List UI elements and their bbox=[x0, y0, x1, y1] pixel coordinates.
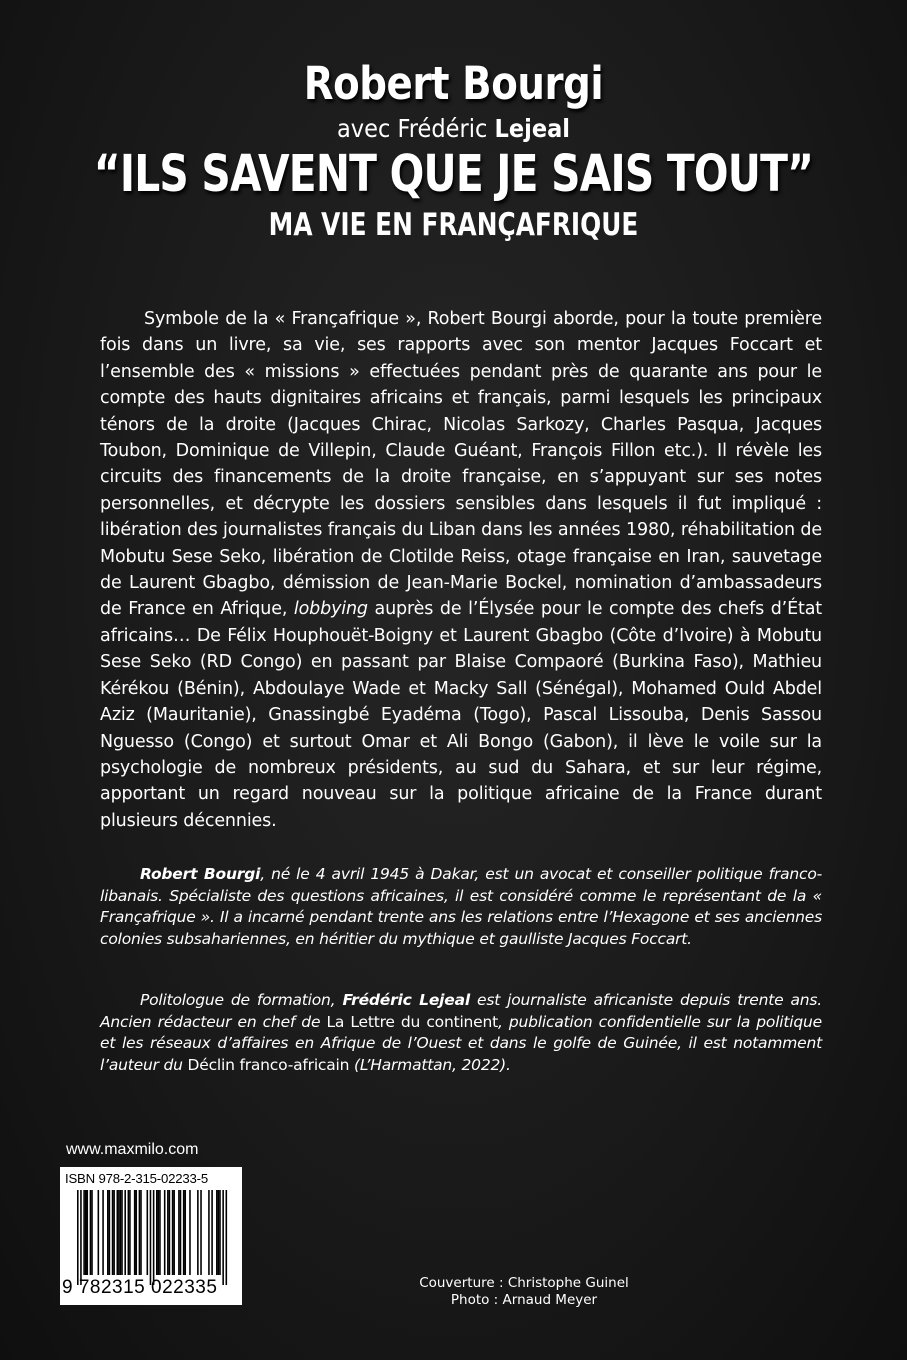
barcode-bar bbox=[80, 1190, 82, 1285]
bio-robert-bourgi bbox=[100, 864, 822, 950]
barcode-bar bbox=[121, 1190, 123, 1275]
barcode-bar bbox=[107, 1190, 109, 1275]
credits bbox=[380, 1275, 668, 1309]
isbn-number: ISBN 978-2-315-02233-5 bbox=[65, 1171, 208, 1186]
barcode-bar bbox=[86, 1190, 88, 1275]
barcode-bar bbox=[98, 1190, 100, 1275]
barcode-bar bbox=[117, 1190, 119, 1275]
bio-lejeal-book: Déclin franco-africain bbox=[187, 1055, 350, 1074]
barcode-bar bbox=[169, 1190, 171, 1275]
barcode-bar bbox=[128, 1190, 130, 1275]
summary-paragraph bbox=[100, 306, 822, 834]
barcode-bar bbox=[226, 1190, 228, 1285]
barcode-bar bbox=[134, 1190, 136, 1275]
barcode-bar bbox=[208, 1190, 210, 1275]
barcode-bar bbox=[178, 1190, 180, 1275]
barcode-bar bbox=[158, 1190, 160, 1275]
bio-bourgi-text: , né le 4 avril 1945 à Dakar, est un avocat et conseiller politique franco-libanais. Spécialiste des questions africaines, il est considéré comme le représentant de la « Françafrique ». Il a incarné pendant trente ans les relations entre l’Hexagone et ses anciennes colonies subsahariennes, en héritier du mythique et gaulliste Jacques Foccart. bbox=[100, 865, 822, 948]
barcode-bar bbox=[173, 1190, 175, 1275]
barcode-bar bbox=[183, 1190, 185, 1275]
barcode-bar bbox=[222, 1190, 224, 1285]
bio-lejeal-prefix: Politologue de formation, bbox=[140, 991, 336, 1009]
bio-lejeal-text-2: , publication confidentielle sur la politique et les réseaux d’affaires en Afrique de l’Ouest et dans le golfe de Guinée, il est notamment l’auteur du bbox=[100, 1012, 822, 1074]
barcode-bar bbox=[200, 1190, 202, 1275]
barcode-bar bbox=[85, 1190, 87, 1275]
barcode-bar bbox=[218, 1190, 220, 1275]
barcode-bar bbox=[118, 1190, 120, 1275]
barcode-bar bbox=[150, 1190, 152, 1285]
barcode-bar bbox=[120, 1190, 122, 1275]
barcode-bar bbox=[135, 1190, 137, 1275]
barcode-bar bbox=[77, 1190, 79, 1285]
ean-digits: 9 782315 022335 bbox=[62, 1277, 218, 1298]
barcode-bar bbox=[172, 1190, 174, 1275]
barcode-bar bbox=[83, 1190, 85, 1275]
barcode-bar bbox=[139, 1190, 141, 1275]
coauthor-line bbox=[45, 114, 861, 144]
bio-bourgi-name: Robert Bourgi bbox=[140, 865, 261, 883]
barcode-bar bbox=[219, 1190, 221, 1275]
barcode-bar bbox=[211, 1190, 213, 1275]
summary-italic-word: lobbying bbox=[293, 599, 368, 620]
summary-part-2: auprès de l’Élysée pour le compte des chefs d’État africains… De Félix Houphouët-Boigny et Laurent Gbagbo (Côte d’Ivoire) à Mobutu Sese Seko (RD Congo) en passant par Blaise Compaoré (Burkina Faso), Mathieu Kérékou (Bénin), Abdoulaye Wade et Macky Sall (Sénégal), Mohamed Ould Abdel Aziz (Mauritanie), Gnassingbé Eyadéma (Togo), Pascal Lissouba, Denis Sassou Nguesso (Congo) et surtout Omar et Ali Bongo (Gabon), il lève le voile sur la psychologie de nombreux présidents, au sud du Sahara, et sur leur régime, apportant un regard nouveau sur la politique africaine de la France durant plusieurs décennies. bbox=[100, 599, 822, 831]
barcode-bar bbox=[129, 1190, 131, 1275]
author-name: Robert Bourgi bbox=[303, 57, 604, 110]
coauthor-name: Lejeal bbox=[494, 114, 570, 143]
book-title: “ILS SAVENT QUE JE SAIS TOUT” bbox=[93, 145, 814, 204]
bio-lejeal-publication: La Lettre du continent bbox=[326, 1012, 499, 1031]
barcode-bar bbox=[180, 1190, 182, 1275]
barcode-bar bbox=[153, 1190, 155, 1285]
bio-lejeal-text-1: est journaliste africaniste depuis trente ans. Ancien rédacteur en chef de bbox=[100, 991, 823, 1031]
barcode-bar bbox=[109, 1190, 111, 1275]
barcode-bar bbox=[164, 1190, 166, 1275]
barcode-bar bbox=[216, 1190, 218, 1275]
cover-header bbox=[0, 58, 907, 244]
barcode-bar bbox=[197, 1190, 199, 1275]
barcode-bar bbox=[124, 1190, 126, 1275]
barcode-bar bbox=[102, 1190, 104, 1275]
isbn-barcode bbox=[60, 1167, 242, 1305]
barcode-bar bbox=[90, 1190, 92, 1275]
barcode-bar bbox=[189, 1190, 191, 1275]
barcode-bar bbox=[167, 1190, 169, 1275]
barcode-bar bbox=[147, 1190, 149, 1275]
barcode-bar bbox=[156, 1190, 158, 1275]
bio-lejeal-text-3: (L’Harmattan, 2022). bbox=[354, 1055, 511, 1074]
barcode-bar bbox=[91, 1190, 93, 1275]
book-subtitle: MA VIE EN FRANÇAFRIQUE bbox=[268, 207, 639, 243]
barcode-bar bbox=[159, 1190, 161, 1275]
credit-photo: Photo : Arnaud Meyer bbox=[450, 1292, 598, 1308]
barcode-bar bbox=[112, 1190, 114, 1275]
bio-lejeal-name: Frédéric Lejeal bbox=[342, 991, 470, 1009]
publisher-website[interactable]: www.maxmilo.com bbox=[66, 1141, 199, 1158]
barcode-bar bbox=[113, 1190, 115, 1275]
barcode-bar bbox=[140, 1190, 142, 1275]
bio-frederic-lejeal bbox=[100, 990, 822, 1076]
summary-part-1: Symbole de la « Françafrique », Robert Bourgi aborde, pour la toute première fois dans un livre, sa vie, ses rapports avec son mentor Jacques Foccart et l’ensemble des « missions » effectuées pendant près de quarante ans pour le compte des hauts dignitaires africains et français, parmi lesquels les principaux ténors de la droite (Jacques Chirac, Nicolas Sarkozy, Charles Pasqua, Jacques Toubon, Dominique de Villepin, Claude Guéant, François Fillon etc.). Il révèle les circuits des financements de la droite française, en s’appuyant sur ses notes personnelles, et décrypte les dossiers sensibles dans lesquels il fut impliqué : libération des journalistes français du Liban dans les années 1980, réhabilitation de Mobutu Sese Seko, libération de Clotilde Reiss, otage française en Iran, sauvetage de Laurent Gbagbo, démission de Jean-Marie Bockel, nomination d’ambassadeurs de France en Afrique, bbox=[100, 309, 822, 620]
coauthor-prefix: avec Frédéric bbox=[336, 114, 488, 143]
credit-cover: Couverture : Christophe Guinel bbox=[419, 1275, 629, 1291]
barcode-bar bbox=[184, 1190, 186, 1275]
